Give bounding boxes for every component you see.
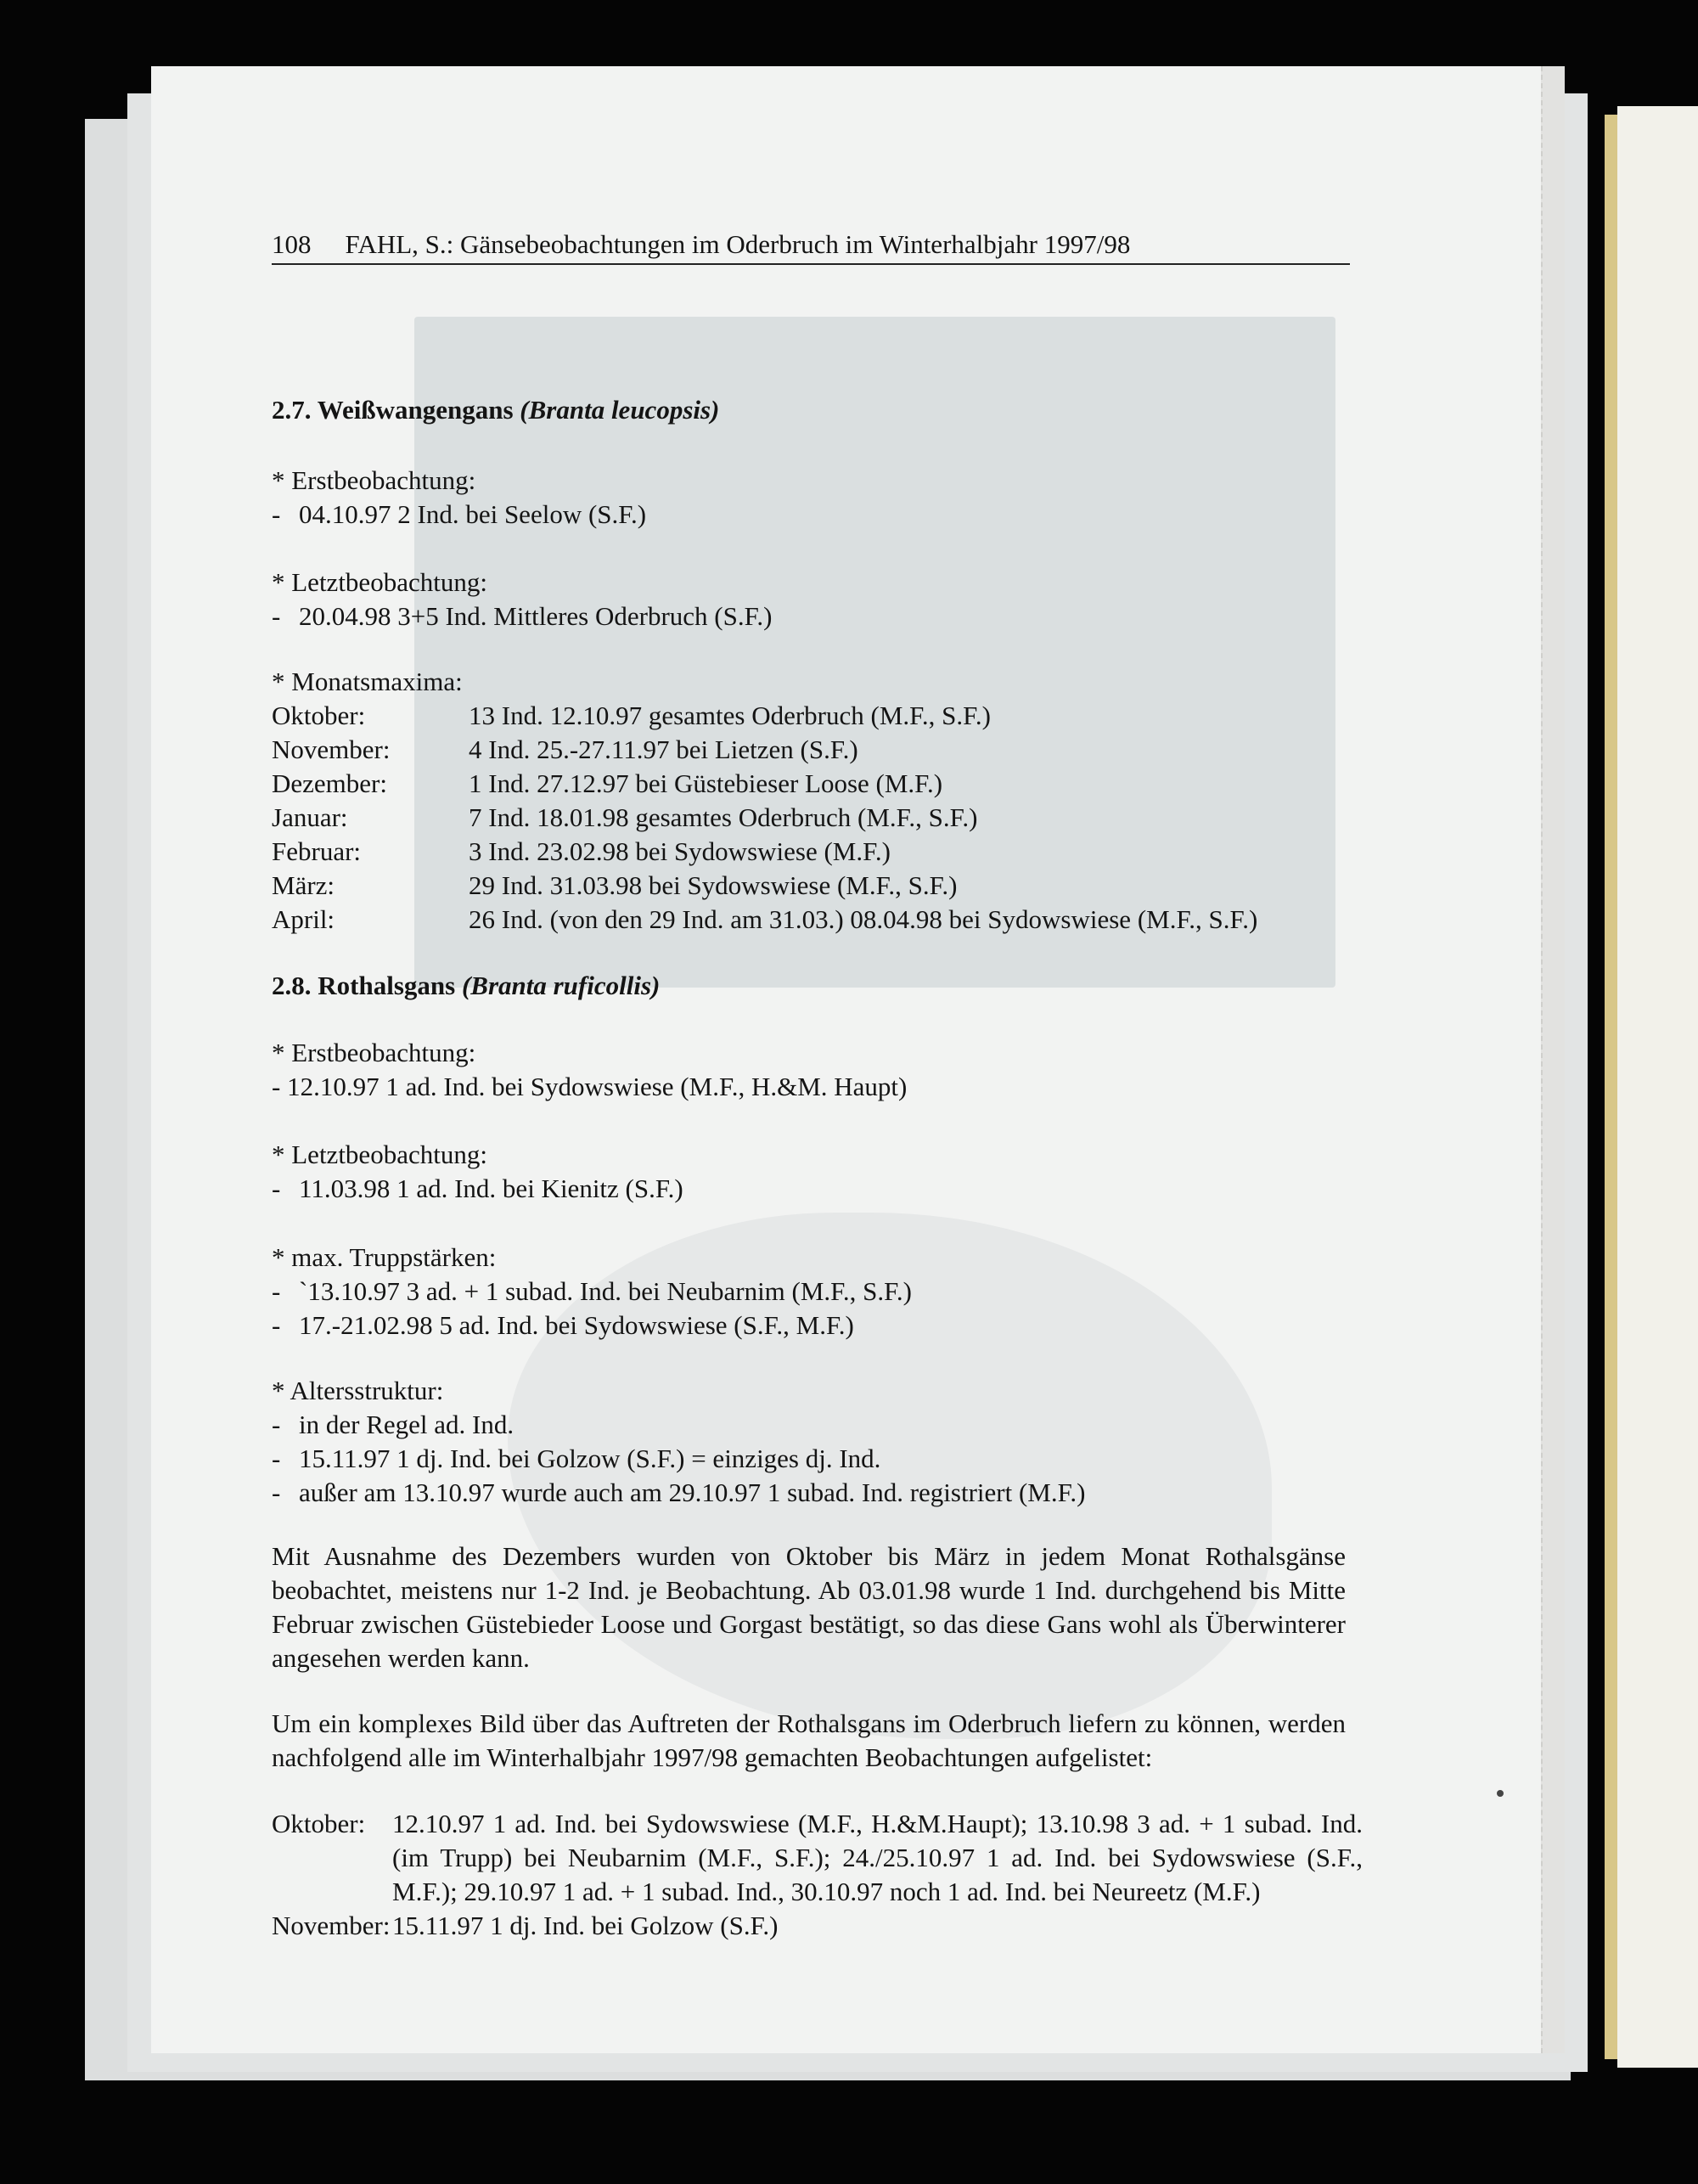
list-item: - 15.11.97 1 dj. Ind. bei Golzow (S.F.) = einziges dj. Ind. [272, 1444, 881, 1473]
month-row: Februar: 3 Ind. 23.02.98 bei Sydowswiese (M.F.) [272, 836, 891, 866]
list-item: - `13.10.97 3 ad. + 1 subad. Ind. bei Neubarnim (M.F., S.F.) [272, 1276, 913, 1306]
list-item: - in der Regel ad. Ind. [272, 1410, 514, 1439]
month-row: Dezember: 1 Ind. 27.12.97 bei Güstebieser Loose (M.F.) [272, 768, 943, 798]
section-2-8-title: 2.8. Rothalsgans (Branta ruficollis) [272, 971, 661, 1000]
s28-max-troop-sizes: * max. Truppstärken: - `13.10.97 3 ad. + 1 subad. Ind. bei Neubarnim (M.F., S.F.) - 17.-21.02.98 5 ad. Ind. bei Sydowswiese (S.F., M.F.) [272, 1241, 1477, 1342]
facing-page-edge [1617, 106, 1698, 2068]
page-number: 108 [272, 229, 312, 259]
month-row: November: 4 Ind. 25.-27.11.97 bei Lietzen (S.F.) [272, 735, 858, 764]
month-row: März: 29 Ind. 31.03.98 bei Sydowswiese (M.F., S.F.) [272, 870, 958, 900]
s28-first-observation: * Erstbeobachtung: - 12.10.97 1 ad. Ind. bei Sydowswiese (M.F., H.&M. Haupt) [272, 1038, 908, 1101]
list-item: - außer am 13.10.97 wurde auch am 29.10.97 1 subad. Ind. registriert (M.F.) [272, 1478, 1086, 1507]
s28-paragraph-intro-list: Um ein komplexes Bild über das Auftreten der Rothalsgans im Oderbruch liefern zu können, werden nachfolgend alle im Winterhalbjahr 1997/98 gemachten Beobachtungen aufgelistet: [272, 1708, 1346, 1772]
s28-observation-list [272, 1807, 1477, 1943]
s27-last-observation: * Letztbeobachtung: - 20.04.98 3+5 Ind. Mittleres Oderbruch (S.F.) [272, 567, 773, 631]
s27-first-observation: * Erstbeobachtung: - 04.10.97 2 Ind. bei Seelow (S.F.) [272, 465, 647, 529]
month-row: Oktober: 13 Ind. 12.10.97 gesamtes Oderbruch (M.F., S.F.) [272, 701, 991, 730]
section-2-7-title: 2.7. Weißwangengans (Branta leucopsis) [272, 395, 720, 425]
s27-monthly-maxima: * Monatsmaxima: Oktober: 13 Ind. 12.10.97 gesamtes Oderbruch (M.F., S.F.) November: 4 Ind. 25.-27.11.97 bei Lietzen (S.F.) Dezember: 1 Ind. 27.12.97 bei Güstebieser Loose (M.F.) Januar: 7 Ind. 18.01.98 gesamtes Oderbruch (M.F., S.F.) Februar: 3 Ind. 23.02.98 bei Sydowswiese (M.F.) März: 29 Ind. 31.03.98 bei Sydowswiese (M.F., S.F.) April: 26 Ind. (von den 29 Ind. am 31.03.) 08.04.98 bei Sydowswiese (M.F., S.F.) [272, 665, 1477, 937]
s28-paragraph-overwintering: Mit Ausnahme des Dezembers wurden von Oktober bis März in jedem Monat Rothalsgänse beobachtet, meistens nur 1-2 Ind. je Beobachtung. Ab 03.01.98 wurde 1 Ind. durchgehend bis Mitte Februar zwischen Güstebieder Loose und Gorgast bestätigt, so das diese Gans wohl als Überwinterer angesehen werden kann. [272, 1541, 1346, 1673]
running-title: FAHL, S.: Gänsebeobachtungen im Oderbruch im Winterhalbjahr 1997/98 [345, 229, 1131, 259]
list-item: Oktober: 12.10.97 1 ad. Ind. bei Sydowswiese (M.F., H.&M.Haupt); 13.10.98 3 ad. + 1 subad. Ind. (im Trupp) bei Neubarnim (M.F., S.F.); 24./25.10.97 1 ad. Ind. bei Sydowswiese (S.F., M.F.); 29.10.97 1 ad. + 1 subad. Ind., 30.10.97 noch 1 ad. Ind. bei Neureetz (M.F.) [272, 1809, 1363, 1906]
list-item: - 17.-21.02.98 5 ad. Ind. bei Sydowswiese (S.F., M.F.) [272, 1310, 854, 1340]
document-page [151, 66, 1565, 2053]
running-header [272, 228, 1350, 265]
s28-last-observation: * Letztbeobachtung: - 11.03.98 1 ad. Ind. bei Kienitz (S.F.) [272, 1140, 683, 1203]
list-item: November: 15.11.97 1 dj. Ind. bei Golzow (S.F.) [272, 1911, 779, 1940]
s28-age-structure: * Altersstruktur: - in der Regel ad. Ind. - 15.11.97 1 dj. Ind. bei Golzow (S.F.) = einziges dj. Ind. - außer am 13.10.97 wurde auch am 29.10.97 1 subad. Ind. registriert (M.F.) [272, 1374, 1477, 1510]
month-row: April: 26 Ind. (von den 29 Ind. am 31.03.) 08.04.98 bei Sydowswiese (M.F., S.F.) [272, 904, 1258, 934]
page-edge [1541, 66, 1565, 2053]
month-row: Januar: 7 Ind. 18.01.98 gesamtes Oderbruch (M.F., S.F.) [272, 802, 978, 832]
ink-speck [1497, 1790, 1504, 1797]
